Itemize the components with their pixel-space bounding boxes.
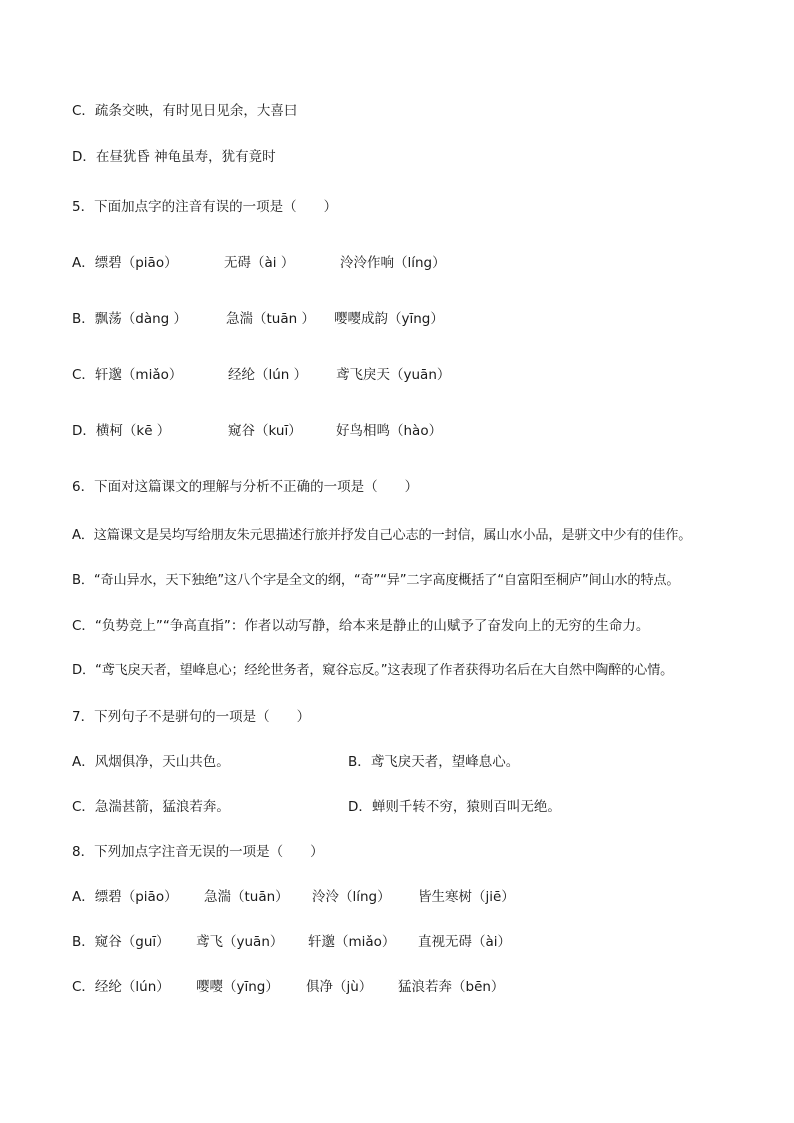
q4-option-d: D．在昼犹昏 神龟虽寿，犹有竟时	[72, 149, 276, 165]
q7-option-b: B．鸢飞戾天者，望峰息心。	[348, 754, 520, 770]
q5-b-item-3: 嘤嘤成韵（yīng）	[334, 311, 444, 327]
q6-option-c: C．“负势竞上”“争高直指”：作者以动写静，给本来是静止的山赋予了奋发向上的无穷的生命力。	[72, 618, 650, 634]
q5-b-item-1: B．飘荡（dàng ）	[72, 311, 188, 327]
q5-d-item-3: 好鸟相鸣（hào）	[336, 423, 443, 439]
q5-c-item-1: C．轩邈（miǎo）	[72, 367, 183, 383]
q8-c-item-4: 猛浪若奔（bēn）	[398, 979, 505, 995]
q5-a-item-2: 无碍（ài ）	[224, 255, 295, 271]
q6-stem: 6．下面对这篇课文的理解与分析不正确的一项是（ ）	[72, 479, 419, 495]
q6-option-b: B．“奇山异水，天下独绝”这八个字是全文的纲，“奇”“异”二字高度概括了“自富阳至桐庐”间山水的特点。	[72, 573, 680, 588]
q5-a-item-1: A．缥碧（piāo）	[72, 255, 178, 271]
q5-b-item-2: 急湍（tuān ）	[226, 311, 315, 327]
q8-b-item-3: 轩邈（miǎo）	[308, 934, 396, 950]
q8-c-item-1: C．经纶（lún）	[72, 979, 170, 995]
q8-b-item-2: 鸢飞（yuān）	[196, 934, 284, 950]
q8-a-item-1: A．缥碧（piāo）	[72, 889, 178, 905]
q8-a-item-4: 皆生寒树（jiē）	[418, 889, 515, 905]
q8-stem: 8．下列加点字注音无误的一项是（ ）	[72, 844, 324, 860]
q5-d-item-1: D．横柯（kē ）	[72, 423, 171, 439]
q5-d-item-2: 窥谷（kuī）	[228, 423, 302, 439]
q5-c-item-2: 经纶（lún ）	[228, 367, 308, 383]
q4-option-c: C．疏条交映，有时见日见余，大喜曰	[72, 103, 298, 119]
q5-stem: 5．下面加点字的注音有误的一项是（ ）	[72, 199, 338, 215]
q8-c-item-3: 俱净（jù）	[306, 979, 373, 995]
q5-a-item-3: 泠泠作响（líng）	[340, 255, 446, 271]
q7-option-c: C．急湍甚箭，猛浪若奔。	[72, 799, 230, 815]
q6-option-a: A．这篇课文是吴均写给朋友朱元思描述行旅并抒发自己心志的一封信，属山水小品，是骈文中少有的佳作。	[72, 528, 692, 543]
q7-stem: 7．下列句子不是骈句的一项是（ ）	[72, 709, 311, 725]
q8-a-item-2: 急湍（tuān）	[204, 889, 289, 905]
q8-b-item-4: 直视无碍（ài）	[418, 934, 512, 950]
q8-a-item-3: 泠泠（líng）	[312, 889, 391, 905]
q7-option-a: A．风烟俱净，天山共色。	[72, 754, 230, 770]
q8-b-item-1: B．窥谷（guī）	[72, 934, 170, 950]
q6-option-d: D．“鸢飞戾天者，望峰息心；经纶世务者，窥谷忘反。”这表现了作者获得功名后在大自然中陶醉的心情。	[72, 663, 674, 678]
q5-c-item-3: 鸢飞戾天（yuān）	[336, 367, 451, 383]
q7-option-d: D．蝉则千转不穷，猿则百叫无绝。	[348, 799, 561, 815]
q8-c-item-2: 嘤嘤（yīng）	[196, 979, 279, 995]
